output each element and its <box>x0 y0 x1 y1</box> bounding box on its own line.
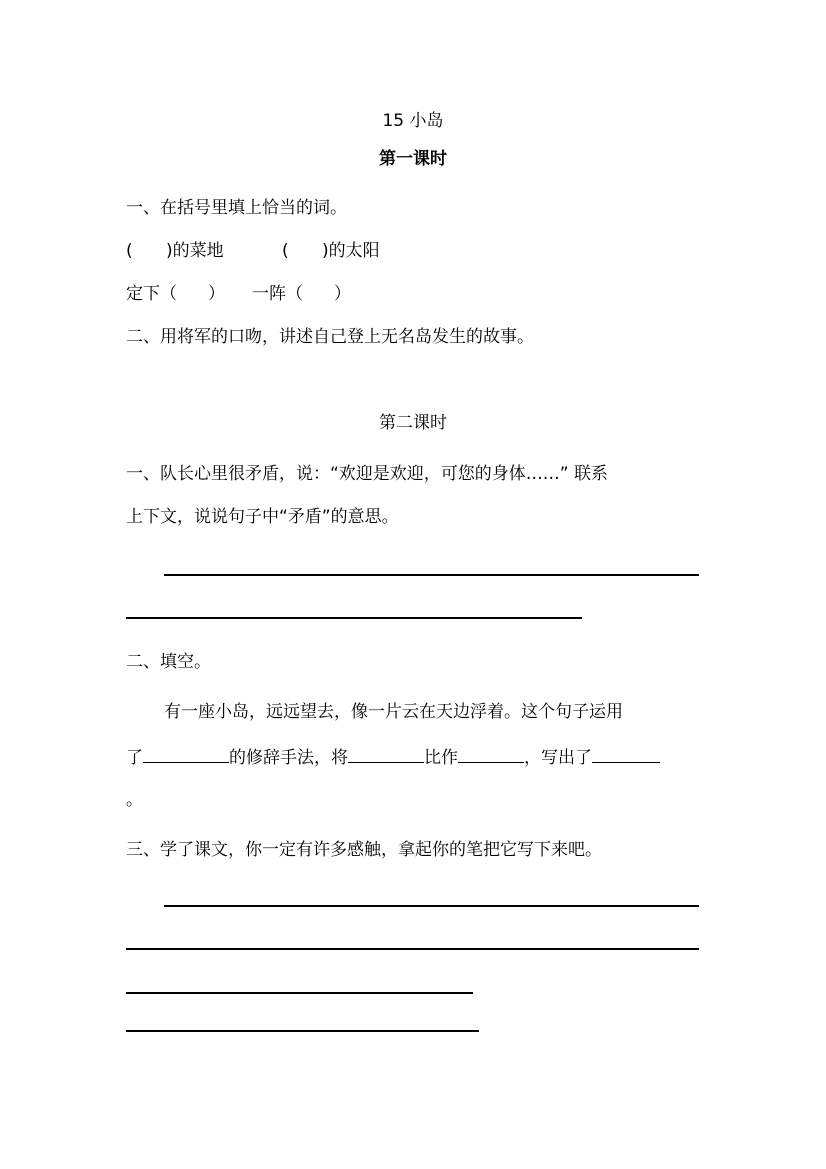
lesson-title: 15 小岛 <box>382 111 444 131</box>
question-2-1-line2: 上下文，说说句子中“矛盾”的意思。 <box>126 507 399 527</box>
bracket-open-1: ( <box>126 241 133 261</box>
fill-part-b: 的修辞手法，将 <box>229 748 348 768</box>
question-1-1: 一、在括号里填上恰当的词。 <box>126 198 347 218</box>
bracket-close-3: ） <box>208 284 225 304</box>
writing-line-3[interactable] <box>126 992 473 994</box>
bracket-close-4: ） <box>334 284 351 304</box>
fill-blank-2[interactable] <box>348 744 424 763</box>
question-1-2: 二、用将军的口吻，讲述自己登上无名岛发生的故事。 <box>126 327 534 347</box>
question-2-2: 二、填空。 <box>126 652 211 672</box>
fill-sentence-end: 。 <box>126 790 143 810</box>
fill-blank-4[interactable] <box>592 744 660 763</box>
section1-heading: 第一课时 <box>379 149 447 169</box>
answer-2-label: )的太阳 <box>322 241 380 261</box>
section2-heading: 第二课时 <box>379 413 447 433</box>
answer-line-1[interactable] <box>164 574 699 576</box>
fill-blank-1[interactable] <box>143 744 229 763</box>
fill-part-c: 比作 <box>424 748 458 768</box>
writing-line-4[interactable] <box>126 1030 479 1032</box>
fill-sentence-line1: 有一座小岛，远远望去，像一片云在天边浮着。这个句子运用 <box>164 702 623 722</box>
question-2-3: 三、学了课文，你一定有许多感触，拿起你的笔把它写下来吧。 <box>126 840 602 860</box>
answer-4-label: 一阵（ <box>252 284 303 304</box>
answer-3-label: 定下（ <box>126 284 177 304</box>
question-2-1-line1: 一、队长心里很矛盾，说：“欢迎是欢迎，可您的身体……” 联系 <box>126 464 609 484</box>
fill-sentence-line2 <box>126 744 660 769</box>
fill-blank-3[interactable] <box>458 744 524 763</box>
fill-part-d: ，写出了 <box>524 748 592 768</box>
answer-1-label: )的菜地 <box>166 241 224 261</box>
bracket-open-2: ( <box>282 241 289 261</box>
writing-line-2[interactable] <box>126 948 699 950</box>
fill-part-a: 了 <box>126 748 143 768</box>
writing-line-1[interactable] <box>164 905 699 907</box>
answer-line-2[interactable] <box>126 617 582 619</box>
